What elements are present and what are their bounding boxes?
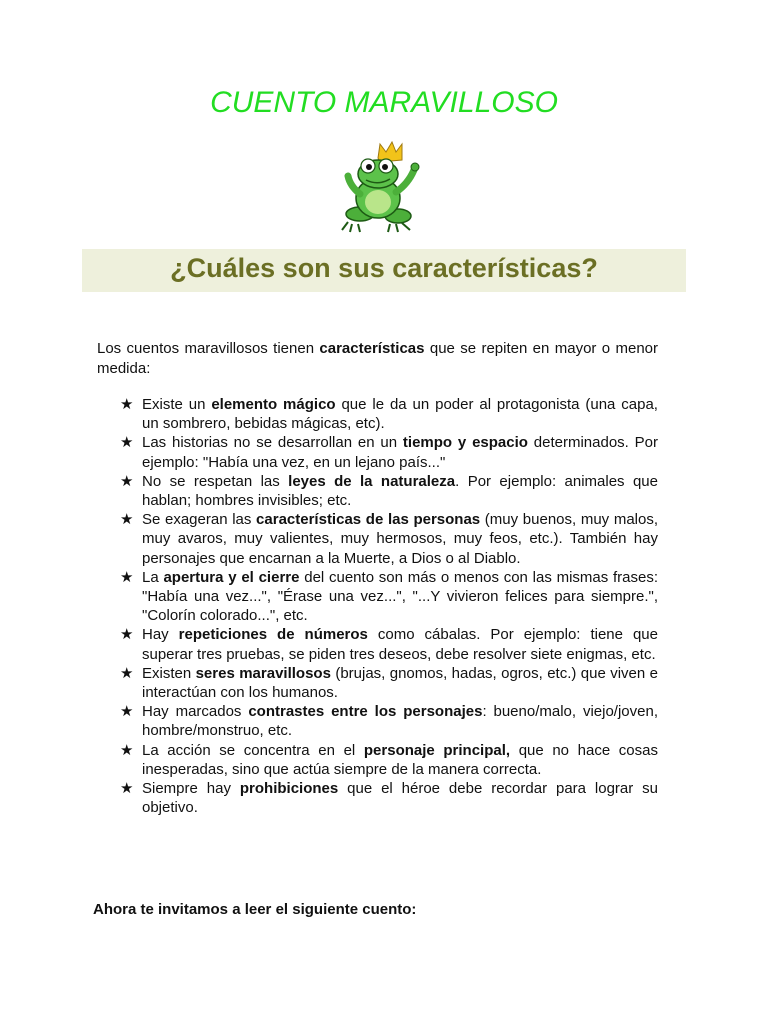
list-item: [118, 702, 658, 740]
star-icon: ★: [120, 702, 134, 721]
item-bold: prohibiciones: [239, 780, 339, 798]
item-text: que le da un poder al protagonista (una capa, un sombrero, bebidas mágicas, etc).: [142, 396, 658, 433]
item-text: La: [142, 568, 164, 586]
item-text: que el héroe debe recordar para lograr su objetivo.: [142, 780, 659, 817]
item-text: . Por ejemplo: animales que hablan; hombres invisibles; etc.: [142, 472, 658, 510]
item-bold: repeticiones de números: [178, 626, 368, 644]
item-text: (brujas, gnomos, hadas, ogros, etc.) que viven e interactúan con los humanos.: [142, 664, 658, 702]
list-item: [118, 779, 658, 817]
star-icon: ★: [120, 433, 134, 452]
item-text: como cábalas. Por ejemplo: tiene que superar tres pruebas, se piden tres deseos, debe resolver siete enigmas, etc.: [142, 626, 658, 663]
item-bold: leyes de la naturaleza: [288, 472, 456, 490]
characteristics-list: [118, 395, 658, 817]
list-item: [118, 741, 658, 779]
intro-text-post: que se repiten en mayor o menor medida:: [97, 340, 658, 377]
item-text: No se respetan las: [142, 472, 289, 490]
item-text: que no hace cosas inesperadas, sino que actúa siempre de la manera correcta.: [142, 741, 658, 778]
item-text: Siempre hay: [142, 780, 240, 798]
list-item: [118, 625, 658, 663]
item-text: La acción se concentra en el: [142, 741, 364, 759]
item-bold: características de las personas: [256, 511, 481, 529]
intro-text-pre: Los cuentos maravillosos tienen: [97, 340, 320, 357]
list-item: [118, 472, 658, 510]
list-item: [118, 433, 658, 471]
star-icon: ★: [120, 740, 134, 759]
list-item: [118, 510, 658, 568]
heading-banner: [82, 249, 686, 292]
intro-text-bold: características: [319, 340, 425, 357]
item-text: Hay marcados: [142, 703, 249, 721]
list-item: [118, 568, 658, 626]
item-bold: contrastes entre los personajes: [248, 703, 483, 721]
list-item: [118, 664, 658, 702]
item-text: : bueno/malo, viejo/joven, hombre/monstruo, etc.: [142, 703, 658, 740]
item-bold: elemento mágico: [211, 396, 336, 413]
item-bold: tiempo y espacio: [402, 434, 528, 452]
star-icon: ★: [120, 395, 134, 413]
star-icon: ★: [120, 510, 134, 529]
frog-prince-icon: [330, 136, 430, 236]
closing-line: Ahora te invitamos a leer el siguiente cuento:: [93, 901, 417, 918]
item-text: (muy buenos, muy malos, muy avaros, muy valientes, muy hermosos, muy feos, etc.). También hay personajes que encarnan a la Muerte, a Dios o al Diablo.: [142, 511, 659, 567]
item-text: Se exageran las: [142, 511, 257, 529]
item-bold: personaje principal,: [363, 741, 511, 759]
item-text: determinados. Por ejemplo: "Había una vez, en un lejano país...": [142, 434, 658, 471]
intro-paragraph: [97, 339, 658, 378]
item-text: Las historias no se desarrollan en un: [142, 434, 403, 452]
item-text: Existen: [142, 664, 196, 682]
star-icon: ★: [120, 471, 134, 490]
item-text: del cuento son más o menos con las mismas frases: "Había una vez...", "Érase una vez...", "...Y vivieron felices para siempre.", "Colorín colorado...", etc.: [142, 568, 659, 625]
item-text: Existe un: [142, 396, 212, 413]
item-bold: seres maravillosos: [195, 664, 331, 682]
star-icon: ★: [120, 779, 134, 798]
list-item: [118, 395, 658, 433]
item-bold: apertura y el cierre: [163, 568, 300, 586]
star-icon: ★: [120, 567, 134, 586]
page-title: CUENTO MARAVILLOSO: [210, 86, 558, 119]
star-icon: ★: [120, 625, 134, 644]
item-text: Hay: [142, 626, 179, 644]
section-heading: ¿Cuáles son sus características?: [170, 253, 598, 283]
star-icon: ★: [120, 663, 134, 682]
